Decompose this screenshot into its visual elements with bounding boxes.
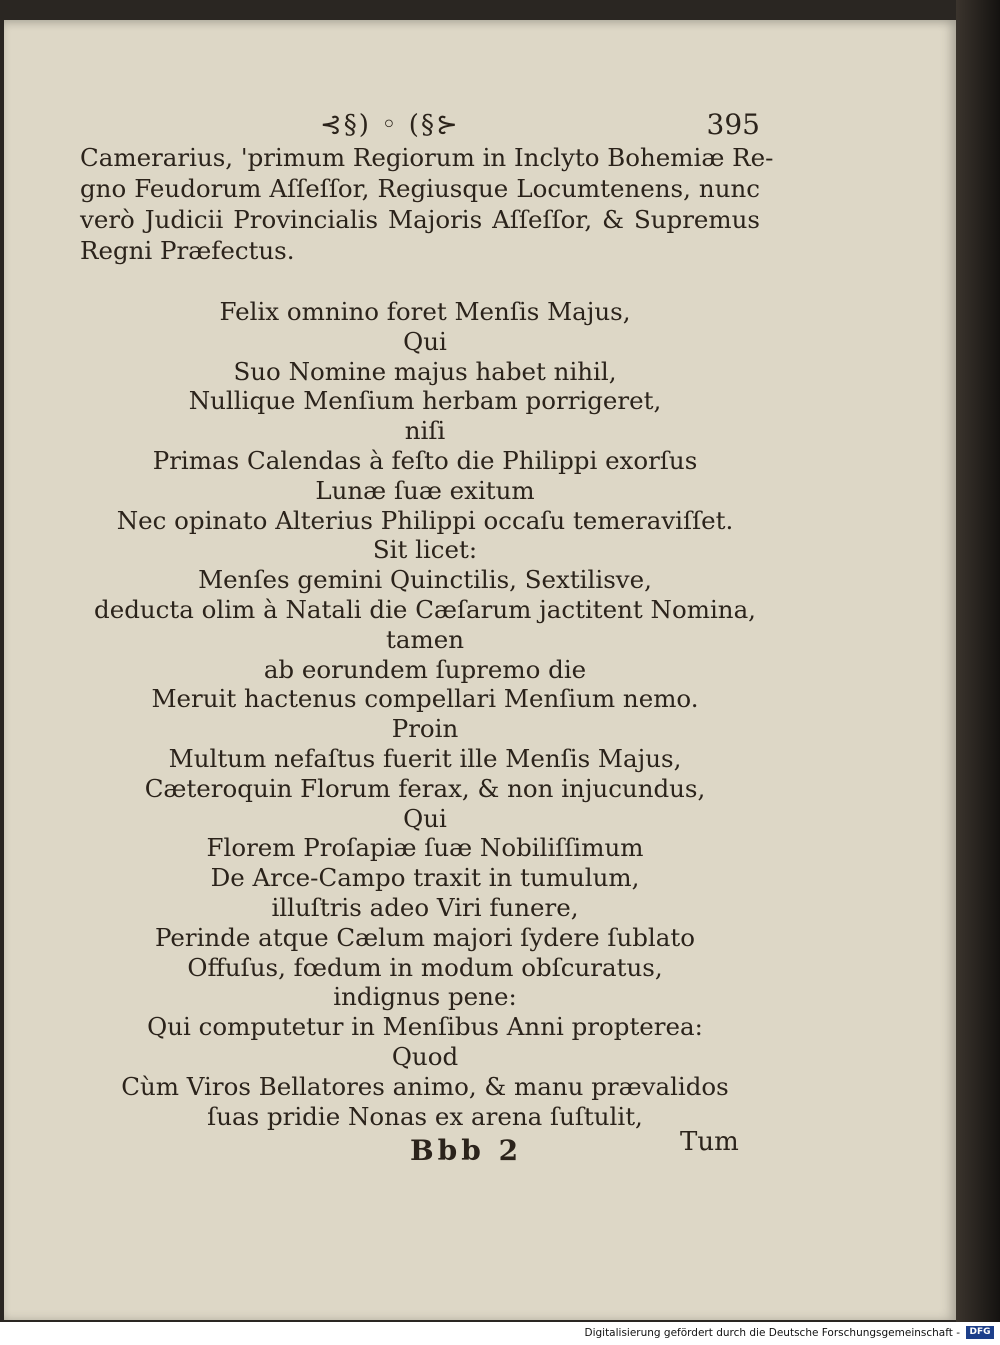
catchword: Tum [680,1127,739,1157]
header-ornament: ⊰§) ◦ (§⊱ [320,110,460,140]
poem-line: De Arce-Campo traxit in tumulum, [210,863,640,893]
poem-line: illuſtris adeo Viri funere, [271,892,579,922]
poem-line: niſi [404,416,446,446]
poem-line: Cæteroquin Florum ferax, & non injucundus, [144,773,706,803]
poem-line: Proin [391,714,459,744]
poem-line: Suo Nomine majus habet nihil, [233,356,617,386]
book-spine-edge [956,0,1000,1322]
poem-line: Perinde atque Cælum majori ſydere ſublato [155,922,695,952]
poem-line: Offuſus, fœdum in modum obſcuratus, [187,952,663,982]
page-number: 395 [706,108,760,141]
poem-line: Meruit hactenus compellari Menſium nemo. [151,684,699,714]
paragraph-line: Camerarius, 'primum Regiorum in Inclyto Bohemiæ Re- [80,143,774,172]
poem-line: Sit licet: [372,535,478,565]
poem-line: Nullique Menſium herbam porrigeret, [188,386,662,416]
paragraph-line: gno Feudorum Aſſeſſor, Regiusque Locumtenens, nunc [80,174,760,203]
poem-line: Qui [403,326,447,356]
poem-line: Menſes gemini Quinctilis, Sextilisve, [198,565,652,595]
poem-line: Quod [391,1041,459,1071]
poem-line: Florem Proſapiæ ſuæ Nobiliſſimum [206,833,644,863]
poem-line: Nec opinato Alterius Philippi occaſu temeraviſſet. [116,505,734,535]
signature-mark: Bbb 2 [410,1134,523,1167]
poem-line: ſuas pridie Nonas ex arena ſuſtulit, [207,1101,643,1131]
intro-paragraph [80,142,774,266]
poem-line: ab eorundem ſupremo die [263,654,587,684]
poem-line: Qui [403,803,447,833]
poem-line: Primas Calendas à feſto die Philippi exorſus [152,445,698,475]
poem-line: tamen [386,624,464,654]
poem-line: Multum nefaſtus fuerit ille Menſis Majus, [168,743,682,773]
elogium-poem [90,297,760,1131]
paragraph-line: Regni Præfectus. [80,236,295,265]
poem-line: Felix omnino foret Menſis Majus, [219,297,631,326]
poem-line: Qui computetur in Menſibus Anni propterea: [147,1012,703,1042]
dfg-logo: DFG [966,1326,994,1339]
poem-line: deducta olim à Natali die Cæſarum jactitent Nomina, [94,594,756,624]
footer-credit-text: Digitalisierung gefördert durch die Deutsche Forschungsgemeinschaft - [584,1327,960,1339]
paragraph-line: verò Judicii Provincialis Majoris Aſſeſſor, & Supremus [80,205,760,234]
poem-line: indignus pene: [333,982,517,1012]
poem-line: Lunæ ſuæ exitum [315,475,535,505]
poem-line: Cùm Viros Bellatores animo, & manu prævalidos [121,1071,729,1101]
digitization-footer [0,1322,1000,1345]
